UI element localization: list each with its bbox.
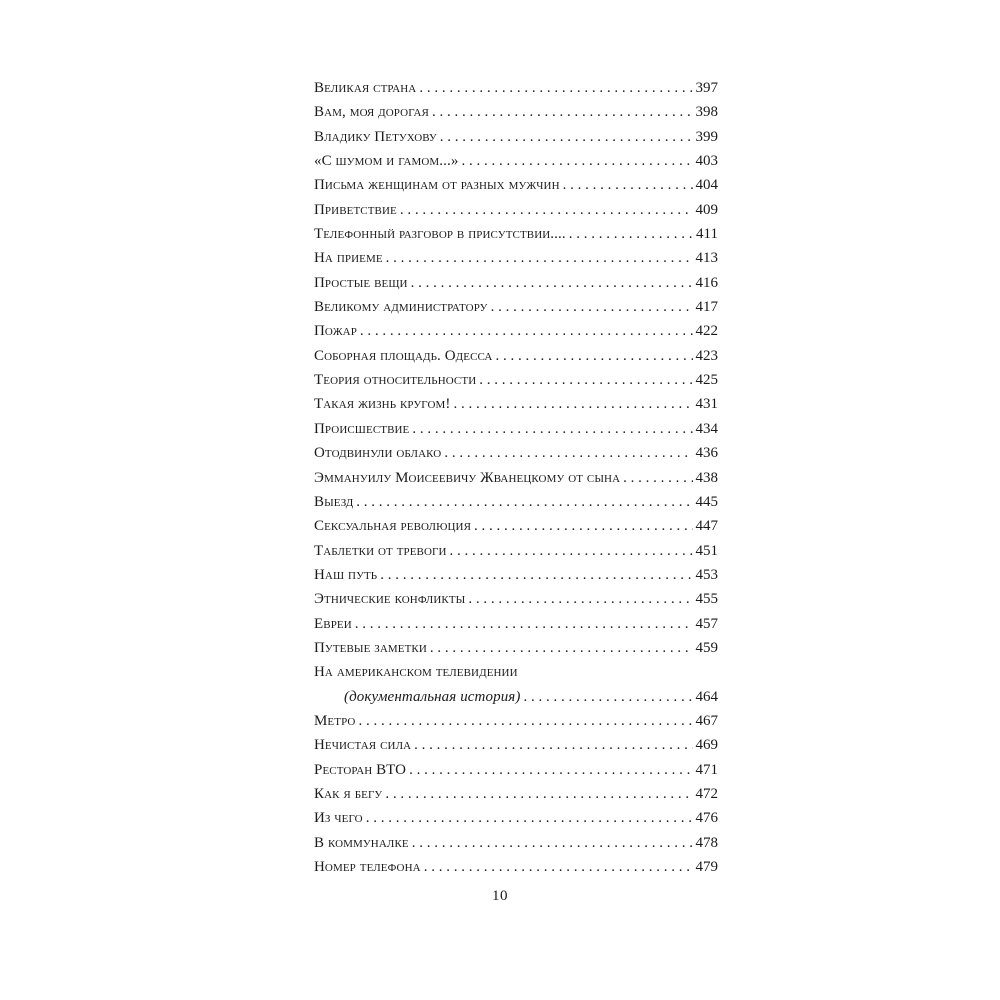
- dot-leader: [444, 441, 692, 465]
- toc-entry-page: 438: [695, 469, 718, 486]
- toc-entry-page: 476: [695, 810, 718, 827]
- toc-entry-title: Приветствие: [314, 201, 397, 218]
- toc-entry-subtitle: (документальная история): [344, 688, 521, 705]
- toc-entry-page: 431: [695, 396, 718, 413]
- toc-entry-title: Великая страна: [314, 80, 417, 96]
- toc-entry: [314, 806, 718, 830]
- toc-entry-title: «С шумом и гамом...»: [314, 153, 459, 170]
- dot-leader: [523, 685, 692, 709]
- dot-leader: [424, 855, 693, 879]
- toc-entry: [314, 490, 718, 514]
- dot-leader: [468, 587, 692, 611]
- dot-leader: [356, 490, 692, 514]
- dot-leader: [409, 758, 692, 782]
- toc-entry-title: Владику Петухову: [314, 128, 437, 145]
- toc-entry-title: Нечистая сила: [314, 737, 412, 754]
- toc-entry: [314, 246, 718, 270]
- toc-entry: [314, 733, 718, 757]
- toc-entry-page: 413: [695, 250, 718, 267]
- toc-entry: [314, 295, 718, 319]
- toc-entry: [314, 100, 718, 124]
- toc-entry-page: 436: [695, 445, 718, 462]
- dot-leader: [495, 344, 692, 368]
- toc-entry: [314, 855, 718, 879]
- toc-entry: [314, 587, 718, 611]
- toc-entry-page: 472: [695, 785, 718, 802]
- toc-entry: [314, 563, 718, 587]
- dot-leader: [450, 539, 693, 563]
- toc-entry-page: 397: [695, 80, 718, 96]
- toc-entry-title: Такая жизнь кругом!: [314, 396, 451, 413]
- toc-entry-page: 425: [695, 372, 718, 389]
- toc-entry-title: Телефонный разговор в присутствии....: [314, 226, 566, 243]
- toc-entry: [314, 466, 718, 490]
- toc-entry-page: 479: [695, 859, 718, 875]
- dot-leader: [411, 271, 693, 295]
- toc-entry-title: Путевые заметки: [314, 639, 427, 656]
- toc-entry-title: Наш путь: [314, 566, 378, 583]
- toc-entry: [314, 344, 718, 368]
- toc-entry-page: 447: [695, 518, 718, 535]
- dot-leader: [414, 733, 692, 757]
- dot-leader: [386, 246, 693, 270]
- toc-entry: [314, 222, 718, 246]
- toc-entry-title: Происшествие: [314, 420, 410, 437]
- toc-entry: [314, 709, 718, 733]
- toc-entry: [314, 636, 718, 660]
- dot-leader: [358, 709, 692, 733]
- toc-entry: [314, 319, 718, 343]
- toc-entry-page: 469: [695, 737, 718, 754]
- dot-leader: [380, 563, 692, 587]
- toc-entry-page: 455: [695, 591, 718, 608]
- toc-entry: [314, 271, 718, 295]
- toc-entry: [314, 441, 718, 465]
- toc-entry: [314, 125, 718, 149]
- dot-leader: [432, 100, 693, 124]
- toc-entry-title: На приеме: [314, 250, 383, 267]
- toc-entry-page: 398: [695, 104, 718, 121]
- dot-leader: [360, 319, 693, 343]
- toc-entry-title: Теория относительности: [314, 372, 477, 389]
- toc-entry-page: 399: [695, 128, 718, 145]
- toc-entry-page: 459: [695, 639, 718, 656]
- toc-entry-title: Отодвинули облако: [314, 445, 442, 462]
- toc-entry-page: 422: [695, 323, 718, 340]
- dot-leader: [419, 76, 692, 100]
- toc-entry: [314, 539, 718, 563]
- toc-entry-title: Евреи: [314, 615, 352, 632]
- dot-leader: [412, 831, 693, 855]
- toc-entry-page: 451: [695, 542, 718, 559]
- toc-entry: [314, 149, 718, 173]
- toc-entry-title: Вам, моя дорогая: [314, 104, 429, 121]
- toc-entry: [314, 417, 718, 441]
- toc-entry-page: 453: [695, 566, 718, 583]
- toc-entry-title: Эммануилу Моисеевичу Жванецкому от сына: [314, 469, 621, 486]
- dot-leader: [430, 636, 693, 660]
- toc-entry-page: 467: [695, 712, 718, 729]
- toc-entry-title: Ресторан ВТО: [314, 761, 407, 778]
- dot-leader: [623, 466, 692, 490]
- toc-entry-title: Соборная площадь. Одесса: [314, 347, 493, 364]
- toc-entry-title: Номер телефона: [314, 859, 421, 875]
- toc-entry: [314, 758, 718, 782]
- toc-entry-title: Из чего: [314, 810, 363, 827]
- dot-leader: [563, 173, 693, 197]
- toc-entry-title: Метро: [314, 712, 356, 729]
- toc-entry-page: 404: [695, 177, 718, 194]
- toc-entry-title: Этнические конфликты: [314, 591, 466, 608]
- toc-entry-page: 417: [695, 299, 718, 316]
- dot-leader: [400, 198, 693, 222]
- toc-entry-title: Великому администратору: [314, 299, 488, 316]
- toc-entry-page: 403: [695, 153, 718, 170]
- toc-entry-title: Письма женщинам от разных мужчин: [314, 177, 560, 194]
- toc-entry-title: Выезд: [314, 493, 354, 510]
- toc-entry-page: 445: [695, 493, 718, 510]
- dot-leader: [474, 514, 692, 538]
- dot-leader: [461, 149, 692, 173]
- dot-leader: [355, 612, 693, 636]
- toc-entry-page: 411: [696, 226, 718, 243]
- toc-entry: [314, 612, 718, 636]
- dot-leader: [453, 392, 692, 416]
- toc-entry-title: Как я бегу: [314, 785, 383, 802]
- toc-entry-page: 478: [695, 834, 718, 851]
- dot-leader: [366, 806, 693, 830]
- toc-entry-page: 423: [695, 347, 718, 364]
- toc-entry-page: 434: [695, 420, 718, 437]
- page-number: 10: [492, 888, 508, 904]
- toc-entry-title: Таблетки от тревоги: [314, 542, 447, 559]
- toc-entry-page: 416: [695, 274, 718, 291]
- toc-entry: [314, 368, 718, 392]
- table-of-contents: [314, 76, 718, 879]
- dot-leader: [440, 125, 693, 149]
- toc-entry-page: 464: [695, 688, 718, 705]
- toc-entry-page: 409: [695, 201, 718, 218]
- dot-leader: [479, 368, 692, 392]
- toc-entry-title: В коммуналке: [314, 834, 409, 851]
- toc-entry: [314, 392, 718, 416]
- toc-entry-title: Пожар: [314, 323, 357, 340]
- toc-entry: [314, 76, 718, 100]
- dot-leader: [385, 782, 692, 806]
- toc-entry: [314, 198, 718, 222]
- dot-leader: [569, 222, 693, 246]
- toc-entry: [314, 173, 718, 197]
- toc-entry: [314, 514, 718, 538]
- dot-leader: [491, 295, 693, 319]
- dot-leader: [412, 417, 692, 441]
- toc-entry: [314, 831, 718, 855]
- toc-entry: [314, 660, 718, 709]
- toc-entry-page: 471: [695, 761, 718, 778]
- toc-entry-title: Простые вещи: [314, 274, 408, 291]
- toc-entry-title: Сексуальная революция: [314, 518, 472, 535]
- toc-entry-title: На американском телевидении: [314, 664, 518, 681]
- toc-entry-page: 457: [695, 615, 718, 632]
- toc-entry: [314, 782, 718, 806]
